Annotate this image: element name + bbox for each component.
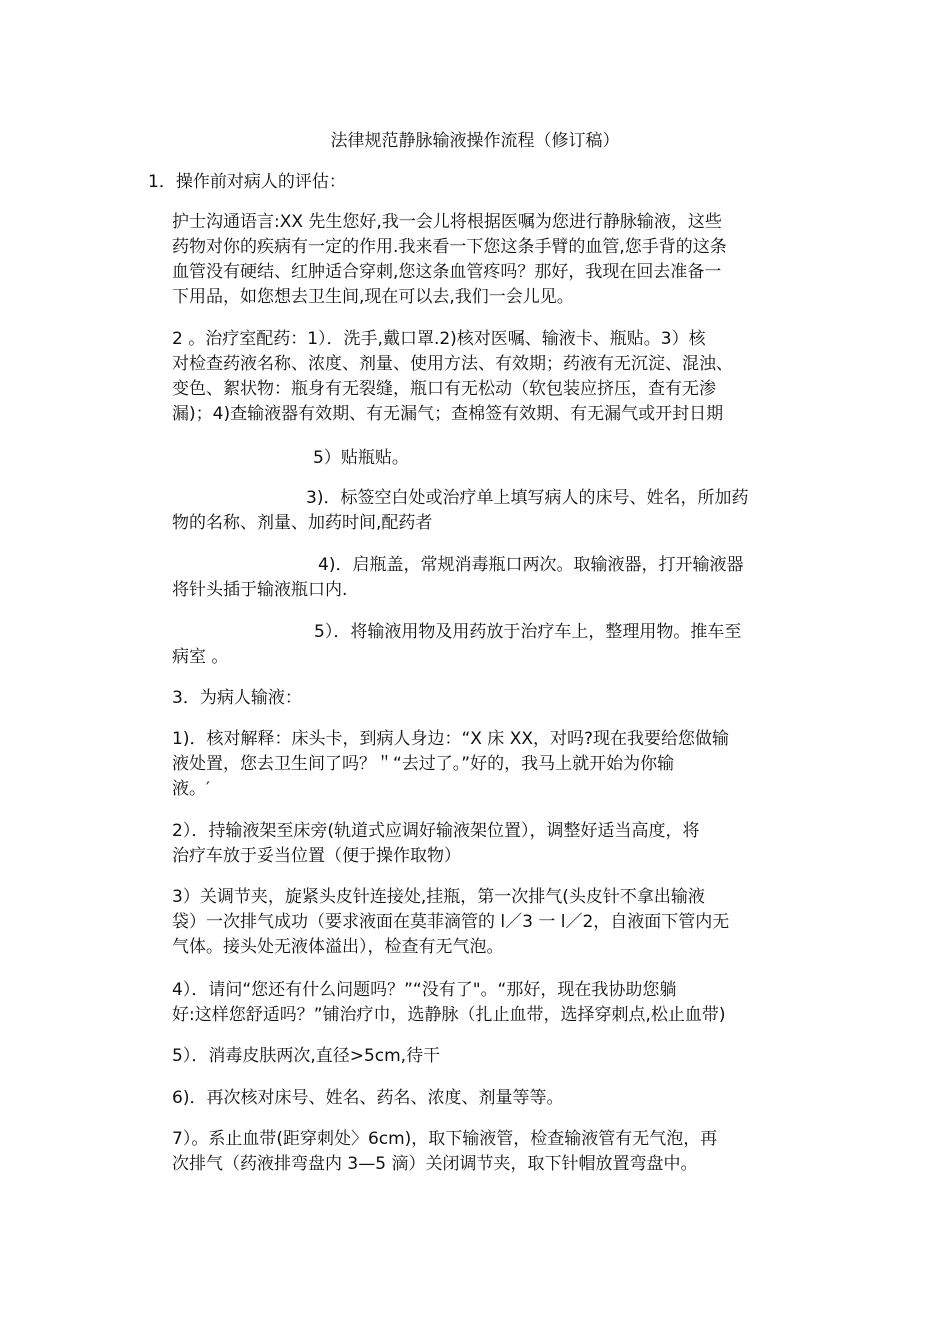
infusion-step-2-paragraph (172, 819, 812, 869)
text-line: 气体。接头处无液体溢出），检查有无气泡。 (172, 937, 504, 957)
text-line: 2 。治疗室配药：1）．洗手,戴口罩.2)核对医嘱、输液卡、瓶贴。3）核 (172, 329, 706, 349)
infusion-step-6: 6)．再次核对床号、姓名、药名、浓度、剂量等等。 (172, 1088, 564, 1108)
text-line: 4)．启瓶盖，常规消毒瓶口两次。取输液器，打开输液器 (318, 555, 744, 575)
section-2-paragraph (172, 327, 812, 427)
text-line: 2）．持输液架至床旁(轨道式应调好输液架位置），调整好适当高度，将 (172, 821, 700, 841)
text-line: 7）。系止血带(距穿刺处〉6cm)，取下输液管，检查输液管有无气泡，再 (172, 1129, 718, 1149)
nurse-speech-paragraph (172, 210, 812, 310)
text-line: 护士沟通语言:XX 先生您好,我一会儿将根据医嘱为您进行静脉输液，这些 (172, 212, 722, 232)
text-line: 4）．请问“您还有什么问题吗？”“没有了"。“那好，现在我协助您躺 (172, 980, 677, 1000)
document-title: 法律规范静脉输液操作流程（修订稿） (330, 131, 620, 151)
text-line: 3）关调节夹，旋紧头皮针连接处,挂瓶，第一次排气(头皮针不拿出输液 (172, 887, 705, 907)
text-line: 对检查药液名称、浓度、剂量、使用方法、有效期；药液有无沉淀、混浊、 (172, 354, 733, 374)
text-line: 药物对你的疾病有一定的作用.我来看一下您这条手臂的血管,您手背的这条 (172, 237, 727, 257)
text-line: 物的名称、剂量、加药时间,配药者 (172, 513, 433, 533)
step-3-prep-paragraph (172, 486, 812, 536)
text-line: 液处置，您去卫生间了吗？＂“去过了。”好的，我马上就开始为你输 (172, 754, 675, 774)
infusion-step-5: 5）．消毒皮肤两次,直径>5cm,待干 (172, 1046, 441, 1066)
text-line: 漏)；4)查输液器有效期、有无漏气；查棉签有效期、有无漏气或开封日期 (172, 404, 724, 424)
infusion-step-3-paragraph (172, 885, 812, 960)
text-line: 液。′ (172, 779, 210, 799)
step-5-prep-paragraph (172, 620, 812, 670)
text-line: 下用品，如您想去卫生间,现在可以去,我们一会儿见。 (172, 287, 574, 307)
text-line: 治疗车放于妥当位置（便于操作取物） (172, 846, 461, 866)
text-line: 5）．将输液用物及用药放于治疗车上，整理用物。推车至 (314, 622, 742, 642)
step-4-prep-paragraph (172, 553, 812, 603)
section-1-heading: 1．操作前对病人的评估： (148, 172, 346, 192)
text-line: 将针头插于输液瓶口内. (172, 580, 348, 600)
infusion-step-4-paragraph (172, 978, 812, 1028)
text-line: 变色、絮状物：瓶身有无裂缝，瓶口有无松动（软包装应挤压，查有无渗 (172, 379, 716, 399)
text-line: 血管没有硬结、红肿适合穿刺,您这条血管疼吗？那好，我现在回去准备一 (172, 262, 722, 282)
section-3-heading: 3．为病人输液： (172, 688, 302, 708)
text-line: 好:这样您舒适吗？”铺治疗巾，选静脉（扎止血带，选择穿刺点,松止血带) (172, 1005, 726, 1025)
step-5-paste-label: 5）贴瓶贴。 (313, 448, 409, 468)
text-line: 次排气（药液排弯盘内 3—5 滴）关闭调节夹，取下针帽放置弯盘中。 (172, 1154, 698, 1174)
text-line: 3)．标签空白处或治疗单上填写病人的床号、姓名，所加药 (306, 488, 749, 508)
text-line: 1)．核对解释：床头卡，到病人身边：“X 床 XX，对吗?现在我要给您做输 (172, 729, 730, 749)
infusion-step-7-paragraph (172, 1127, 812, 1177)
text-line: 病室 。 (172, 647, 229, 667)
text-line: 袋）一次排气成功（要求液面在莫菲滴管的 l／3 一 l／2，自液面下管内无 (172, 912, 730, 932)
infusion-step-1-paragraph (172, 727, 812, 802)
